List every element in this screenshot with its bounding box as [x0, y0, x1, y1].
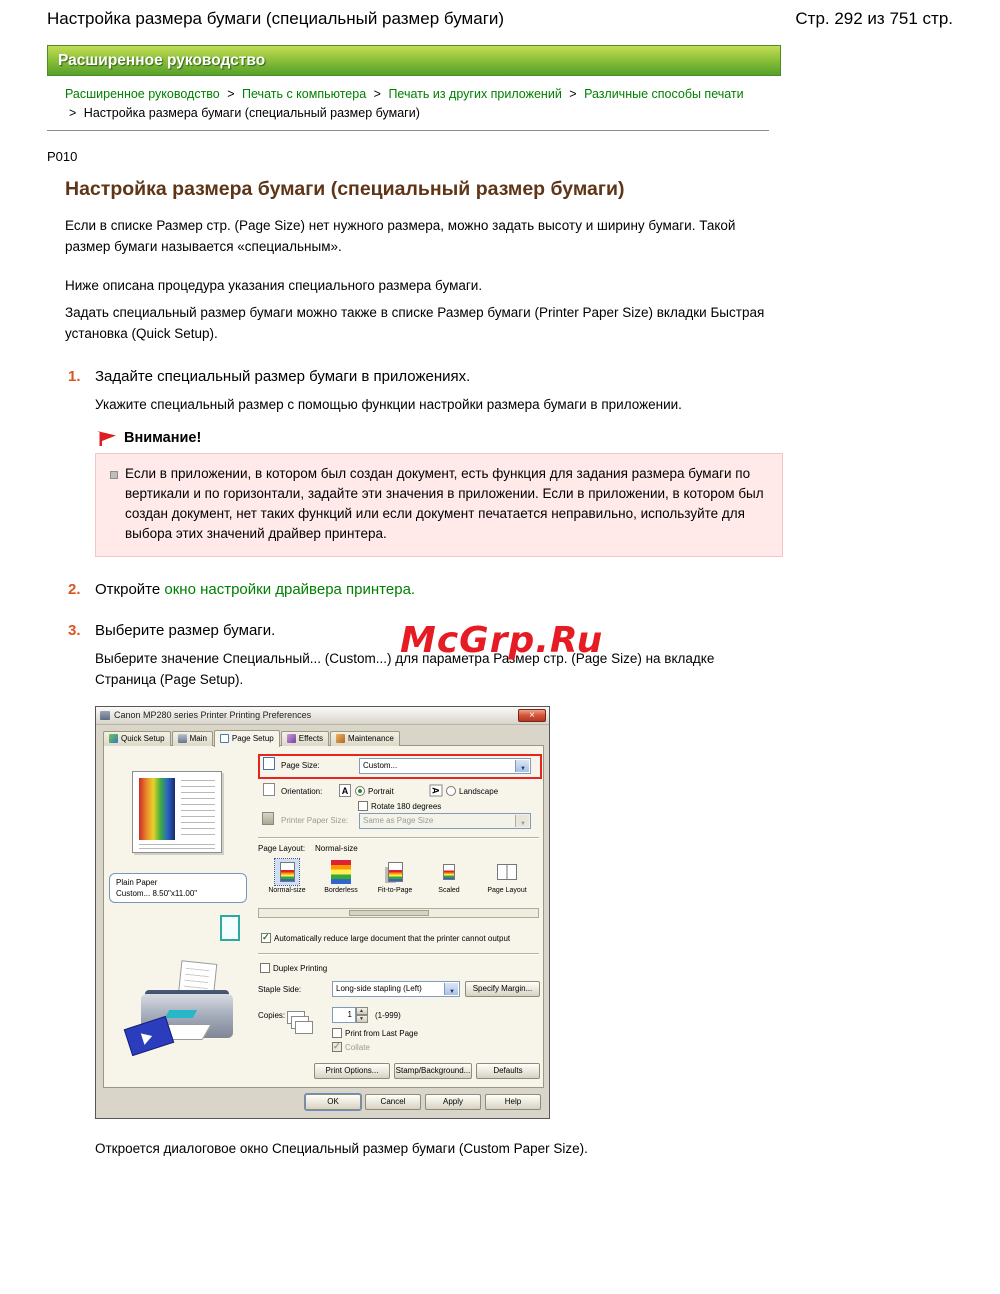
- orientation-label: Orientation:: [281, 786, 323, 796]
- layout-borderless-graphic: [331, 860, 351, 884]
- paper-size-value: Custom... 8.50"x11.00": [116, 888, 198, 898]
- dialog-title: Canon MP280 series Printer Printing Preferences: [114, 710, 312, 721]
- tab-page-setup-label: Page Setup: [231, 734, 274, 744]
- dialog-titlebar: [96, 707, 549, 725]
- layout-fit-to-page-thumbnail[interactable]: [383, 859, 407, 885]
- page-layout-value: Normal-size: [315, 843, 358, 853]
- copies-range-label: (1-999): [375, 1010, 401, 1020]
- guide-banner-title: Расширенное руководство: [58, 51, 266, 69]
- rotate-180-label: Rotate 180 degrees: [371, 801, 442, 811]
- portrait-radio[interactable]: [355, 786, 365, 796]
- paper-preview-graphic: [139, 778, 175, 840]
- effects-tab-icon: [287, 734, 296, 743]
- tab-page-setup[interactable]: [214, 730, 280, 747]
- staple-side-selected: Long-side stapling (Left): [336, 983, 422, 993]
- media-type-value: Plain Paper: [116, 877, 158, 887]
- breadcrumb-link-advanced-guide[interactable]: Расширенное руководство: [65, 87, 220, 101]
- step-2-number: 2.: [68, 580, 81, 598]
- warning-text: Если в приложении, в котором был создан документ, есть функция для задания размера бумаги по вертикали и по горизонтали, задайте эти значения в приложении. Если в приложении, в котором был создан документ, нет таких функций или если документ печатается неправильно, используйте для выбора этих значений драйвер принтера.: [110, 464, 768, 544]
- defaults-button[interactable]: Defaults: [476, 1063, 540, 1079]
- page-number: Стр. 292 из 751 стр.: [795, 9, 953, 28]
- breadcrumb-current-page: Настройка размера бумаги (специальный размер бумаги): [83, 106, 420, 121]
- layout-scaled-label: Scaled: [438, 886, 460, 894]
- tab-maintenance-label: Maintenance: [348, 734, 394, 744]
- media-info-box: [109, 873, 247, 903]
- layout-page-layout-thumbnail[interactable]: [495, 859, 519, 885]
- warning-flag-icon: [95, 430, 117, 447]
- layout-fit-to-page-label: Fit-to-Page: [377, 886, 413, 894]
- tab-effects[interactable]: [281, 731, 329, 746]
- help-button[interactable]: Help: [485, 1094, 541, 1110]
- page-title: Настройка размера бумаги (специальный размер бумаги): [65, 177, 625, 200]
- breadcrumb-line-1: [65, 85, 953, 104]
- staple-side-dropdown[interactable]: [332, 981, 460, 997]
- layout-scrollbar-thumb[interactable]: [349, 910, 429, 916]
- breadcrumb-separator: >: [569, 87, 577, 101]
- layout-normal-size-graphic: [280, 862, 295, 882]
- layout-page-layout-graphic: [497, 864, 517, 880]
- step-1-number: 1.: [68, 367, 81, 385]
- duplex-printing-label: Duplex Printing: [273, 963, 328, 973]
- tab-quick-setup-label: Quick Setup: [121, 734, 165, 744]
- breadcrumb-link-other-applications[interactable]: Печать из других приложений: [388, 87, 562, 101]
- page-layout-label: Page Layout:: [258, 843, 306, 853]
- landscape-sample-icon: A: [430, 784, 443, 796]
- auto-reduce-label: Automatically reduce large document that the printer cannot output: [274, 933, 511, 943]
- auto-reduce-checkbox[interactable]: [261, 933, 271, 943]
- step-2-title: [95, 581, 415, 598]
- dialog-screenshot: [95, 706, 1000, 1119]
- tab-effects-label: Effects: [298, 734, 324, 744]
- page-header: [0, 0, 1000, 29]
- warning-box: [95, 453, 783, 557]
- dialog-tabs: [103, 729, 401, 746]
- intro-paragraph-2: Ниже описана процедура указания специального размера бумаги.: [65, 277, 483, 293]
- collate-label: Collate: [345, 1042, 370, 1052]
- warning-header: [95, 430, 1000, 447]
- step-1: [68, 368, 1000, 385]
- warning-title: Внимание!: [124, 430, 202, 447]
- layout-scaled-thumbnail[interactable]: [437, 859, 461, 885]
- landscape-radio[interactable]: [446, 786, 456, 796]
- cancel-button[interactable]: Cancel: [365, 1094, 421, 1110]
- printing-preferences-dialog: [95, 706, 550, 1119]
- quick-setup-tab-icon: [109, 734, 118, 743]
- layout-borderless-label: Borderless: [324, 886, 358, 894]
- step-3-number: 3.: [68, 621, 81, 639]
- paper-preview-textlines-bottom: [139, 844, 215, 850]
- rotate-180-checkbox[interactable]: [358, 801, 368, 811]
- layout-normal-size-thumbnail[interactable]: [275, 859, 299, 885]
- layout-page-layout-label: Page Layout: [487, 886, 527, 894]
- group-divider: [258, 953, 539, 955]
- tab-quick-setup[interactable]: [103, 731, 171, 746]
- print-from-last-page-label: Print from Last Page: [345, 1028, 418, 1038]
- close-icon[interactable]: [518, 709, 546, 722]
- step-2: [68, 581, 1000, 598]
- tab-main-label: Main: [189, 734, 207, 744]
- copies-sheet: [295, 1021, 313, 1034]
- breadcrumb-link-printing-from-computer[interactable]: Печать с компьютера: [242, 87, 367, 101]
- paper-preview-textlines: [181, 780, 215, 840]
- print-options-button[interactable]: Print Options...: [314, 1063, 390, 1079]
- breadcrumb-link-printing-methods[interactable]: Различные способы печати: [584, 87, 744, 101]
- layout-scrollbar: [258, 908, 539, 918]
- page-setup-tab-icon: [220, 734, 229, 743]
- breadcrumb-line-2: [65, 104, 953, 123]
- step-1-title: Задайте специальный размер бумаги в приложениях.: [95, 367, 471, 385]
- article-code: P010: [47, 148, 78, 164]
- intro-paragraph-1: Если в списке Размер стр. (Page Size) нет нужного размера, можно задать высоту и ширину бумаги. Такой размер бумаги называется «специальным».: [65, 217, 736, 254]
- printer-paper-size-dropdown[interactable]: [359, 813, 531, 829]
- printer-window-icon: [100, 711, 110, 720]
- maintenance-tab-icon: [336, 734, 345, 743]
- tab-main[interactable]: [172, 731, 213, 746]
- staple-side-label: Staple Side:: [258, 984, 302, 994]
- breadcrumb: [65, 85, 953, 124]
- portrait-label: Portrait: [368, 786, 394, 796]
- duplex-printing-checkbox[interactable]: [260, 963, 270, 973]
- layout-normal-size-label: Normal-size: [268, 886, 306, 894]
- group-divider: [258, 837, 539, 839]
- dialog-body: [103, 745, 542, 1111]
- highlight-rectangle: [258, 754, 542, 779]
- copies-label: Copies:: [258, 1010, 286, 1020]
- paper-icon: [220, 915, 240, 941]
- ok-button[interactable]: OK: [305, 1094, 361, 1110]
- copies-value[interactable]: 1: [332, 1007, 356, 1023]
- main-tab-icon: [178, 734, 187, 743]
- printer-paper-size-icon: [262, 812, 274, 825]
- breadcrumb-separator: >: [227, 87, 235, 101]
- specify-margin-button[interactable]: Specify Margin...: [465, 981, 540, 997]
- printer-paper-size-label: Printer Paper Size:: [281, 815, 349, 825]
- layout-scaled-graphic: [443, 864, 455, 880]
- collate-checkbox[interactable]: [332, 1042, 342, 1052]
- tab-maintenance[interactable]: [330, 731, 400, 746]
- paper-feed-arrow-icon: [165, 1010, 198, 1018]
- copies-stack-icon: [287, 1011, 319, 1039]
- document-title: Настройка размера бумаги (специальный размер бумаги): [47, 9, 505, 28]
- step-3-description: Выберите значение Специальный... (Custom...) для параметра Размер стр. (Page Size) на вкладке Страница (Page Setup).: [95, 650, 715, 687]
- envelope-graphic: [124, 1016, 174, 1056]
- step-1-description: Укажите специальный размер с помощью функции настройки размера бумаги в приложении.: [95, 396, 682, 412]
- copies-stepper: [332, 1007, 368, 1023]
- orientation-icon: [263, 783, 275, 796]
- closing-paragraph: Откроется диалоговое окно Специальный размер бумаги (Custom Paper Size).: [95, 1140, 588, 1156]
- stamp-background-button[interactable]: Stamp/Background...: [394, 1063, 472, 1079]
- printer-illustration: [127, 960, 247, 1060]
- paper-preview: [132, 771, 222, 853]
- layout-fit-to-page-graphic: [388, 862, 403, 882]
- printer-driver-setup-link[interactable]: окно настройки драйвера принтера.: [164, 580, 416, 598]
- breadcrumb-separator: >: [373, 87, 381, 101]
- printer-paper-size-selected: Same as Page Size: [363, 815, 434, 825]
- page-size-selected: Custom...: [363, 760, 398, 770]
- step-3-title: Выберите размер бумаги.: [95, 621, 276, 639]
- layout-borderless-thumbnail[interactable]: [329, 859, 353, 885]
- breadcrumb-separator: >: [69, 106, 77, 121]
- apply-button[interactable]: Apply: [425, 1094, 481, 1110]
- print-from-last-page-checkbox[interactable]: [332, 1028, 342, 1038]
- step-2-text: Откройте: [95, 580, 165, 598]
- watermark: McGrp.Ru: [400, 619, 604, 661]
- copies-increment-button[interactable]: [356, 1007, 368, 1015]
- intro-paragraph-3: Задать специальный размер бумаги можно также в списке Размер бумаги (Printer Paper Size) вкладки Быстрая установка (Quick Setup).: [65, 304, 765, 341]
- landscape-label: Landscape: [459, 786, 499, 796]
- copies-decrement-button[interactable]: [356, 1015, 368, 1023]
- guide-banner: [47, 45, 781, 76]
- page-size-label: Page Size:: [281, 760, 320, 770]
- portrait-sample-icon: A: [339, 784, 351, 797]
- header-divider: [47, 130, 769, 131]
